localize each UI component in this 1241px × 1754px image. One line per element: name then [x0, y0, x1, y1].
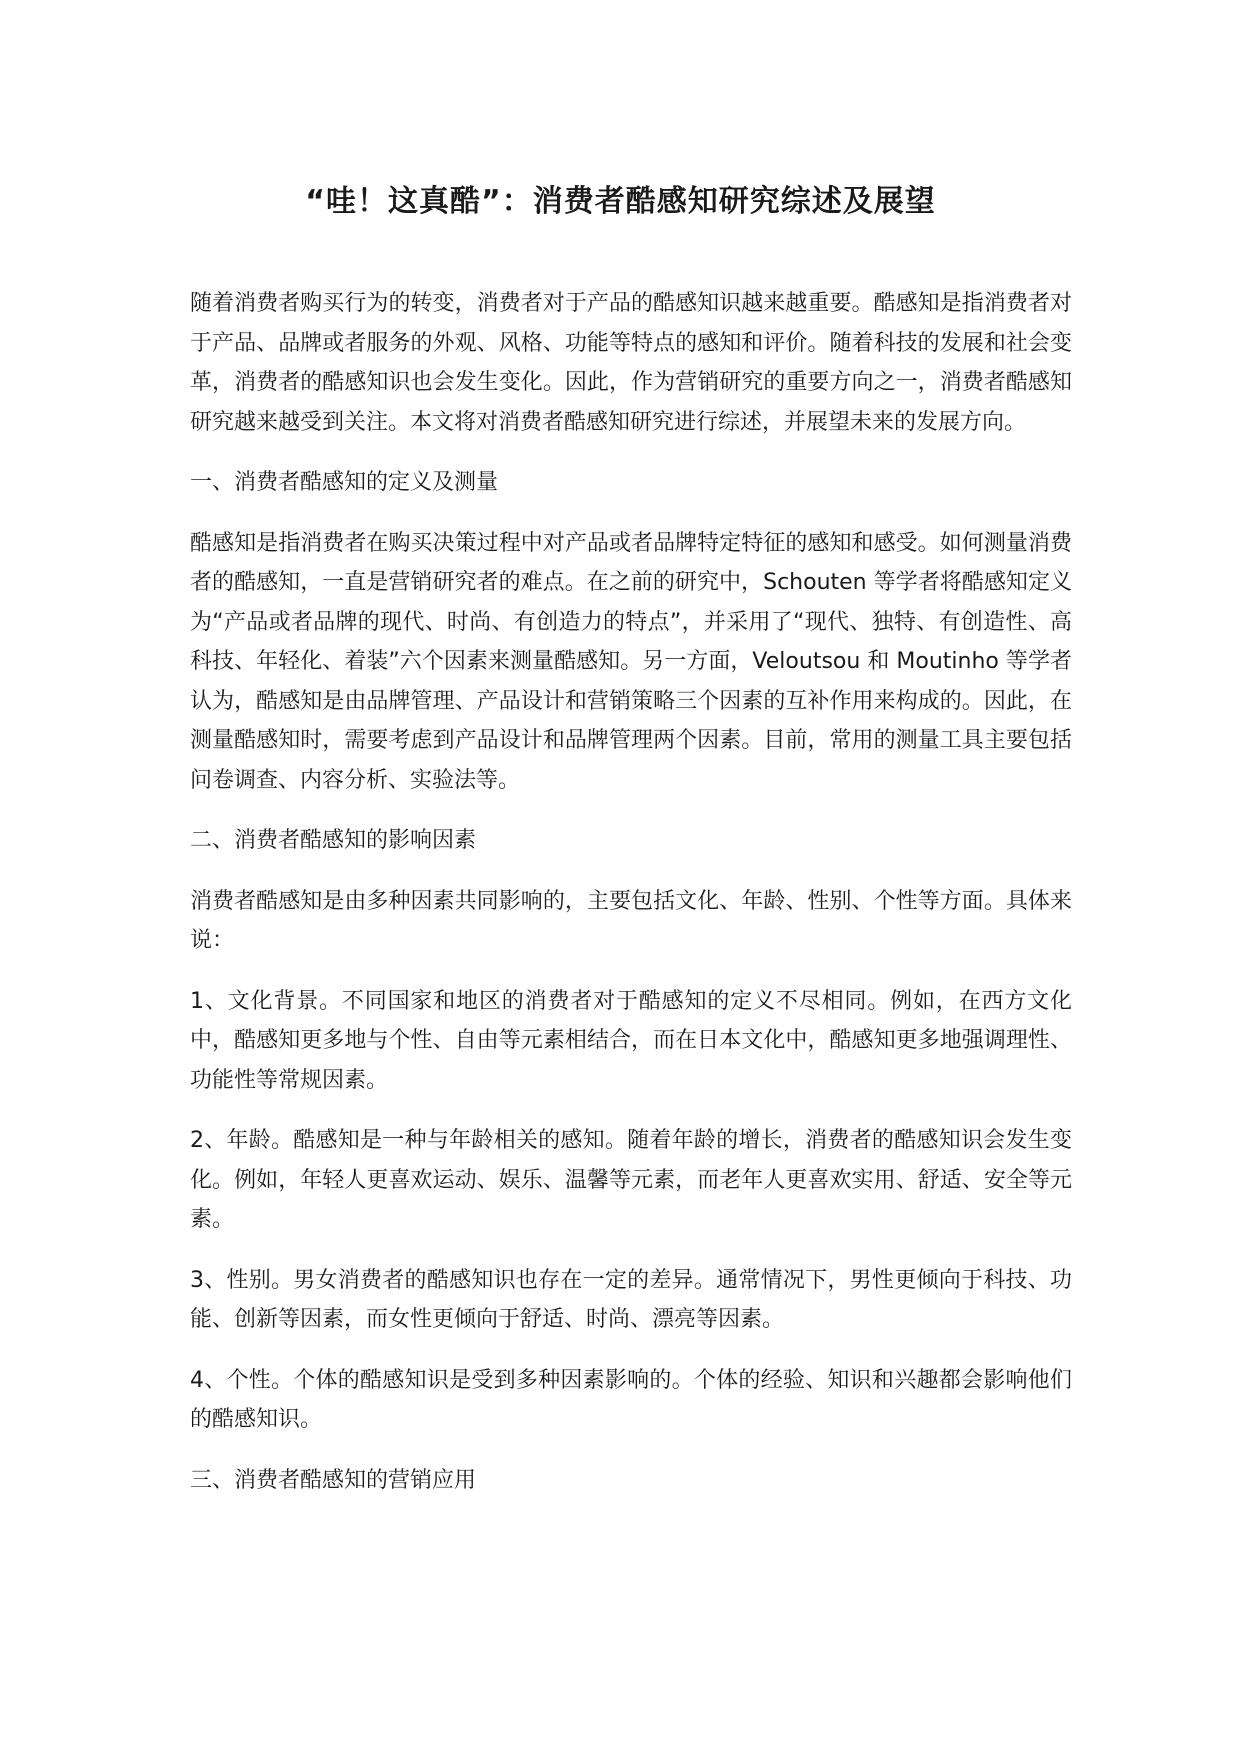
factors-intro-paragraph: 消费者酷感知是由多种因素共同影响的，主要包括文化、年龄、性别、个性等方面。具体来说： — [190, 888, 1072, 953]
factor-gender-paragraph: 3、性别。男女消费者的酷感知识也存在一定的差异。通常情况下，男性更倾向于科技、功能、创新等因素，而女性更倾向于舒适、时尚、漂亮等因素。 — [190, 1267, 1072, 1332]
document-title: “哇！这真酷”：消费者酷感知研究综述及展望 — [305, 184, 936, 219]
section-heading-3: 三、消费者酷感知的营销应用 — [190, 1467, 477, 1493]
section-heading-1: 一、消费者酷感知的定义及测量 — [190, 470, 499, 495]
section-heading-2: 二、消费者酷感知的影响因素 — [190, 828, 477, 853]
factor-personality-paragraph: 4、个性。个体的酷感知识是受到多种因素影响的。个体的经验、知识和兴趣都会影响他们的酷感知识。 — [190, 1367, 1072, 1432]
factor-culture-paragraph: 1、文化背景。不同国家和地区的消费者对于酷感知的定义不尽相同。例如，在西方文化中，酷感知更多地与个性、自由等元素相结合，而在日本文化中，酷感知更多地强调理性、功能性等常规因素。 — [190, 988, 1072, 1093]
factor-age-paragraph: 2、年龄。酷感知是一种与年龄相关的感知。随着年龄的增长，消费者的酷感知识会发生变化。例如，年轻人更喜欢运动、娱乐、温馨等元素，而老年人更喜欢实用、舒适、安全等元素。 — [190, 1128, 1072, 1232]
document-body — [190, 284, 1072, 1521]
definition-paragraph: 酷感知是指消费者在购买决策过程中对产品或者品牌特定特征的感知和感受。如何测量消费者的酷感知，一直是营销研究者的难点。在之前的研究中，Schouten 等学者将酷感知定义为“产品或者品牌的现代、时尚、有创造力的特点”，并采用了“现代、独特、有创造性、高科技、年轻化、着装”六个因素来测量酷感知。另一方面，Veloutsou 和 Moutinho 等学者认为，酷感知是由品牌管理、产品设计和营销策略三个因素的互补作用来构成的。因此，在测量酷感知时，需要考虑到产品设计和品牌管理两个因素。目前，常用的测量工具主要包括问卷调查、内容分析、实验法等。 — [190, 530, 1072, 793]
intro-paragraph: 随着消费者购买行为的转变，消费者对于产品的酷感知识越来越重要。酷感知是指消费者对于产品、品牌或者服务的外观、风格、功能等特点的感知和评价。随着科技的发展和社会变革，消费者的酷感知识也会发生变化。因此，作为营销研究的重要方向之一，消费者酷感知研究越来越受到关注。本文将对消费者酷感知研究进行综述，并展望未来的发展方向。 — [190, 291, 1072, 435]
